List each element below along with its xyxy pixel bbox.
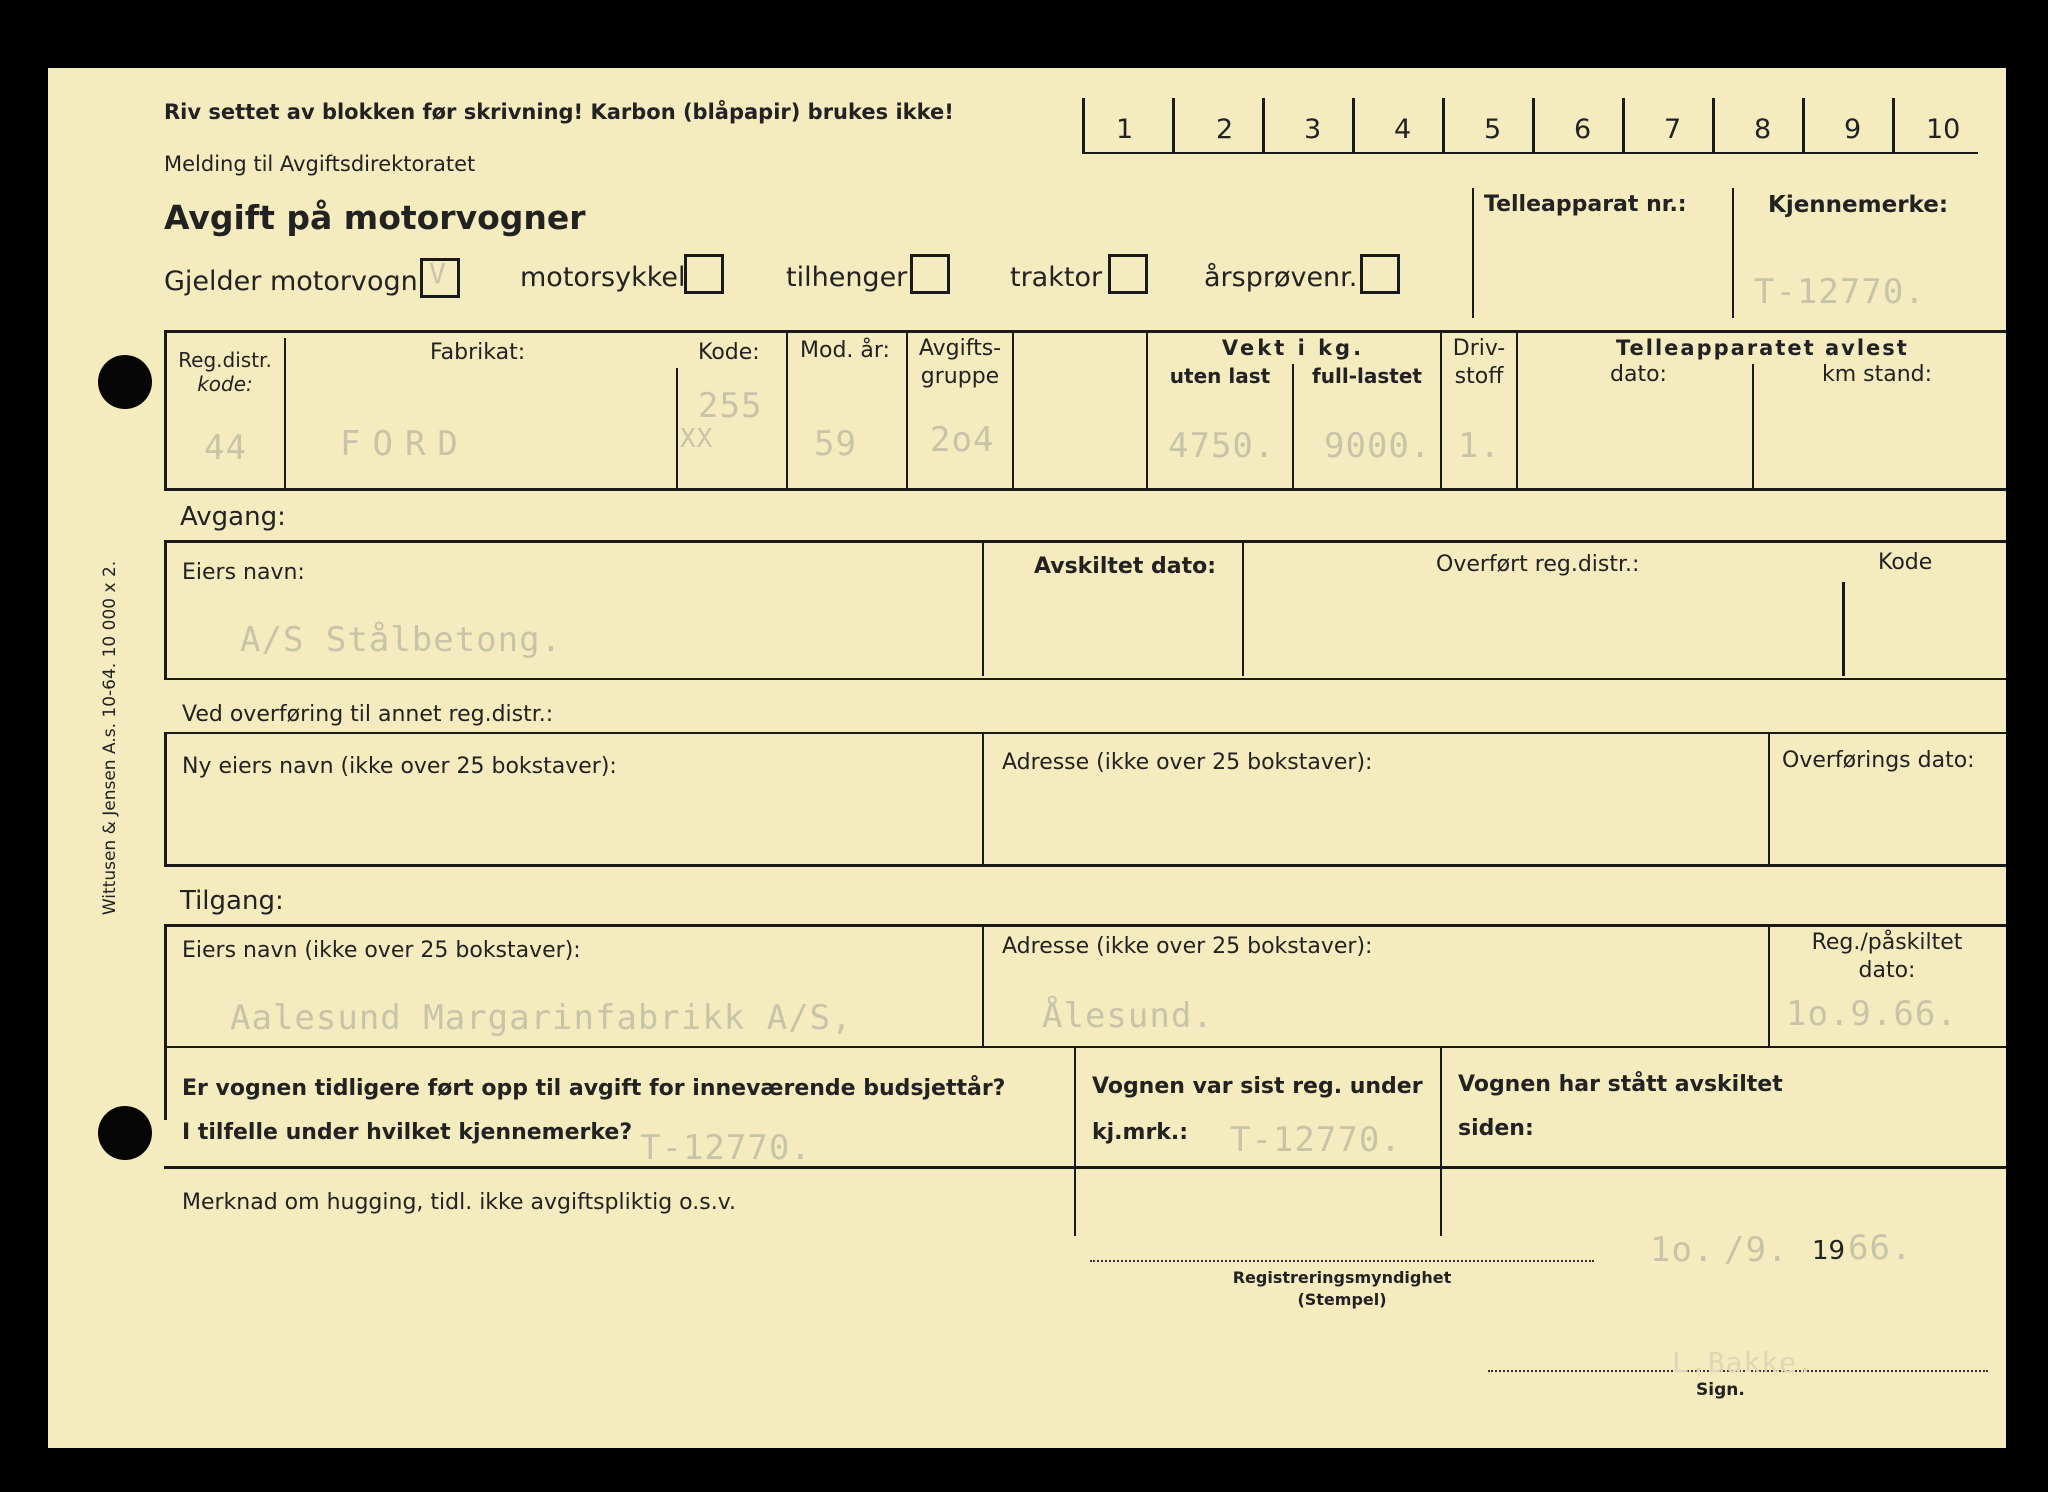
arsprovenr-label: årsprøvenr. bbox=[1204, 262, 1358, 293]
question3-line1: Vognen har stått avskiltet bbox=[1458, 1072, 1783, 1097]
date-day[interactable]: 1o. bbox=[1650, 1230, 1715, 1270]
rule bbox=[164, 924, 2006, 927]
rule bbox=[164, 1046, 2006, 1048]
signature-value[interactable]: L.Bakke. bbox=[1672, 1346, 1815, 1379]
rule bbox=[164, 864, 2006, 867]
date-year[interactable]: 66. bbox=[1848, 1228, 1913, 1268]
divider bbox=[1752, 364, 1754, 488]
divider bbox=[786, 330, 788, 488]
tilgang-adresse-label: Adresse (ikke over 25 bokstaver): bbox=[1002, 934, 1373, 959]
divider bbox=[1768, 732, 1770, 864]
avgang-eiers-navn-label: Eiers navn: bbox=[182, 560, 305, 585]
avgang-kode-label: Kode bbox=[1878, 550, 1933, 575]
question3-line2: siden: bbox=[1458, 1116, 1534, 1141]
dato-label: dato: bbox=[1610, 362, 1667, 387]
rule bbox=[164, 488, 2006, 491]
divider bbox=[164, 732, 167, 866]
avskiltet-dato-label: Avskiltet dato: bbox=[1034, 554, 1217, 579]
full-lastet-label: full-lastet bbox=[1312, 364, 1422, 388]
drivstoff-value[interactable]: 1. bbox=[1458, 426, 1501, 466]
traktor-checkbox[interactable] bbox=[1108, 254, 1148, 294]
ny-eier-label: Ny eiers navn (ikke over 25 bokstaver): bbox=[182, 754, 617, 779]
mod-ar-value[interactable]: 59 bbox=[814, 424, 857, 464]
strip-tick bbox=[1082, 98, 1085, 152]
strip-number: 5 bbox=[1484, 114, 1502, 145]
date-century: 19 bbox=[1812, 1236, 1846, 1266]
telleapparat-avlest-label: Telleapparatet avlest bbox=[1616, 336, 1909, 360]
tilhenger-checkbox[interactable] bbox=[910, 254, 950, 294]
punch-hole bbox=[98, 355, 152, 409]
overforings-dato-label: Overførings dato: bbox=[1782, 748, 1975, 773]
rule bbox=[164, 1166, 2006, 1169]
divider bbox=[164, 330, 167, 490]
avgang-eiers-navn-value[interactable]: A/S Stålbetong. bbox=[240, 620, 563, 660]
stempel-label: (Stempel) bbox=[1297, 1290, 1387, 1309]
strip-tick bbox=[1892, 98, 1895, 152]
avgang-label: Avgang: bbox=[180, 502, 286, 532]
strip-number: 4 bbox=[1394, 114, 1412, 145]
reg-kode-label: kode: bbox=[197, 372, 253, 396]
strip-number: 8 bbox=[1754, 114, 1772, 145]
rule bbox=[164, 732, 2006, 734]
driv-label: Driv- bbox=[1452, 336, 1506, 361]
melding-text: Melding til Avgiftsdirektoratet bbox=[164, 152, 476, 176]
reg-paskiltet-value[interactable]: 1o.9.66. bbox=[1786, 994, 1958, 1034]
tilgang-eiers-navn-value[interactable]: Aalesund Margarinfabrikk A/S, bbox=[230, 998, 853, 1038]
registrering-label: Registreringsmyndighet bbox=[1232, 1268, 1452, 1287]
strip-number: 2 bbox=[1216, 114, 1234, 145]
merknad-label: Merknad om hugging, tidl. ikke avgiftspliktig o.s.v. bbox=[182, 1190, 737, 1215]
rule bbox=[164, 540, 2006, 543]
question2-line2: kj.mrk.: bbox=[1092, 1120, 1189, 1145]
question2-value[interactable]: T-12770. bbox=[1230, 1120, 1402, 1160]
motorsykkel-label: motorsykkel bbox=[520, 262, 686, 293]
strip-tick bbox=[1622, 98, 1625, 152]
mod-ar-label: Mod. år: bbox=[800, 338, 890, 363]
form-sheet bbox=[48, 68, 2006, 1448]
strip-tick bbox=[1712, 98, 1715, 152]
kode-label: Kode: bbox=[698, 340, 760, 365]
reg-distr-value[interactable]: 44 bbox=[204, 428, 247, 468]
gruppe-label: gruppe bbox=[920, 364, 1000, 389]
ny-adresse-label: Adresse (ikke over 25 bokstaver): bbox=[1002, 750, 1373, 775]
divider bbox=[164, 540, 167, 678]
divider bbox=[1440, 1046, 1442, 1236]
question1-value[interactable]: T-12770. bbox=[640, 1128, 812, 1168]
strip-tick bbox=[1262, 98, 1265, 152]
vekt-label: Vekt i kg. bbox=[1221, 336, 1365, 360]
divider bbox=[982, 732, 984, 864]
divider bbox=[1472, 188, 1474, 318]
motorvogn-mark: V bbox=[429, 257, 447, 290]
divider bbox=[1074, 1046, 1076, 1236]
kode-value-bottom[interactable]: XX bbox=[680, 424, 714, 454]
punch-hole bbox=[98, 1106, 152, 1160]
traktor-label: traktor bbox=[1010, 262, 1103, 293]
divider bbox=[906, 330, 908, 488]
divider bbox=[982, 924, 984, 1046]
fabrikat-label: Fabrikat: bbox=[430, 340, 526, 365]
stamp-line bbox=[1090, 1260, 1594, 1262]
strip-number: 7 bbox=[1664, 114, 1682, 145]
form-title: Avgift på motorvogner bbox=[164, 198, 586, 237]
printer-side-text: Wittusen & Jensen A.s. 10-64. 10 000 x 2. bbox=[100, 560, 120, 916]
question1-line2: I tilfelle under hvilket kjennemerke? bbox=[182, 1120, 633, 1145]
stoff-label: stoff bbox=[1454, 364, 1504, 389]
divider bbox=[982, 540, 984, 676]
tilgang-eiers-navn-label: Eiers navn (ikke over 25 bokstaver): bbox=[182, 938, 581, 963]
kjennemerke-label: Kjennemerke: bbox=[1768, 192, 1949, 218]
gjelder-label: Gjelder motorvogn bbox=[164, 266, 418, 297]
tilhenger-label: tilhenger bbox=[786, 262, 908, 293]
divider bbox=[1842, 582, 1845, 676]
kode-value-top[interactable]: 255 bbox=[698, 386, 763, 426]
telleapparat-label: Telleapparat nr.: bbox=[1484, 192, 1687, 217]
divider bbox=[1516, 330, 1518, 488]
strip-number: 3 bbox=[1304, 114, 1322, 145]
fabrikat-value[interactable]: FORD bbox=[340, 424, 470, 464]
uten-last-label: uten last bbox=[1169, 364, 1271, 388]
instruction-text: Riv settet av blokken før skrivning! Karbon (blåpapir) brukes ikke! bbox=[164, 100, 954, 124]
full-lastet-value[interactable]: 9000. bbox=[1324, 426, 1432, 466]
divider bbox=[1768, 924, 1770, 1046]
strip-number: 6 bbox=[1574, 114, 1592, 145]
divider bbox=[676, 368, 678, 488]
strip-number: 1 bbox=[1116, 114, 1134, 145]
date-month[interactable]: /9. bbox=[1724, 1230, 1789, 1270]
divider bbox=[1732, 188, 1734, 318]
divider bbox=[1012, 330, 1014, 488]
rule bbox=[164, 678, 2006, 680]
sign-label: Sign. bbox=[1696, 1380, 1745, 1400]
question2-line1: Vognen var sist reg. under bbox=[1092, 1074, 1423, 1099]
strip-number: 9 bbox=[1844, 114, 1862, 145]
tilgang-label: Tilgang: bbox=[180, 886, 284, 916]
overfort-label: Overført reg.distr.: bbox=[1436, 552, 1640, 577]
strip-tick bbox=[1172, 98, 1175, 152]
strip-tick bbox=[1352, 98, 1355, 152]
strip-number: 10 bbox=[1926, 114, 1961, 145]
overforing-label: Ved overføring til annet reg.distr.: bbox=[182, 702, 554, 727]
km-stand-label: km stand: bbox=[1822, 362, 1933, 387]
question1-line1: Er vognen tidligere ført opp til avgift for inneværende budsjettår? bbox=[182, 1076, 1006, 1101]
uten-last-value[interactable]: 4750. bbox=[1168, 426, 1276, 466]
rule bbox=[164, 330, 2006, 333]
number-strip-underline bbox=[1082, 152, 1978, 154]
divider bbox=[284, 338, 286, 488]
strip-tick bbox=[1802, 98, 1805, 152]
avgifts-value[interactable]: 2o4 bbox=[930, 420, 995, 460]
reg-distr-label: Reg.distr. bbox=[178, 348, 272, 372]
reg-dato-label: dato: bbox=[1858, 958, 1916, 983]
tilgang-adresse-value[interactable]: Ålesund. bbox=[1042, 996, 1214, 1036]
divider bbox=[164, 924, 167, 1120]
strip-tick bbox=[1442, 98, 1445, 152]
reg-paskiltet-label: Reg./påskiltet bbox=[1811, 930, 1963, 955]
kjennemerke-value[interactable]: T-12770. bbox=[1754, 272, 1926, 312]
strip-tick bbox=[1532, 98, 1535, 152]
avgifts-label: Avgifts- bbox=[918, 336, 1002, 361]
divider bbox=[1242, 540, 1244, 676]
arsprovenr-checkbox[interactable] bbox=[1360, 254, 1400, 294]
motorvogn-checkbox[interactable] bbox=[420, 258, 460, 298]
motorsykkel-checkbox[interactable] bbox=[684, 254, 724, 294]
